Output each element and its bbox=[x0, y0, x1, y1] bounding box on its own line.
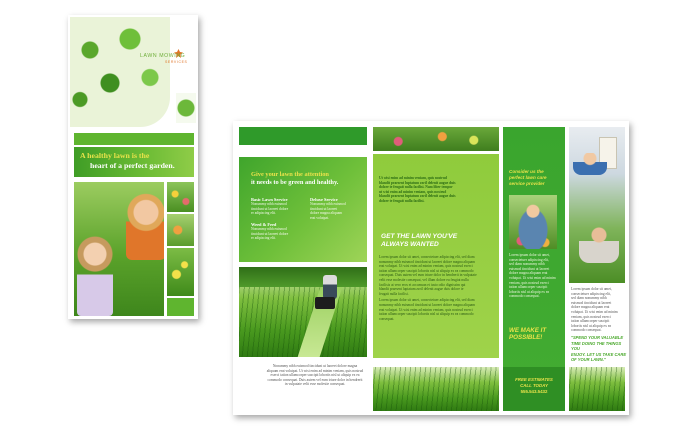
banner-heading-line-2: it needs to be green and healthy. bbox=[251, 179, 339, 186]
body-line: aliquam erat volutpat. Ut wisi enim ad minim veniam, quis nostrud bbox=[266, 368, 364, 373]
mower-operator bbox=[323, 275, 337, 299]
body-line: blandit praesent luptatum zzril delenit augue duis bbox=[379, 180, 456, 185]
estimates-line-1: FREE ESTIMATES bbox=[515, 377, 553, 382]
brochure-front-panel bbox=[68, 15, 198, 319]
customer-quote bbox=[571, 335, 629, 363]
service-title: Deluxe Service bbox=[310, 197, 338, 202]
body-line: ut wisi enim ad minim veniam, quis nostrud bbox=[379, 189, 447, 194]
service-line: er adipiscing elit. bbox=[251, 211, 276, 216]
body-line: tation ullamcorper suscipit lobortis nisl ut aliquip ex ea commodo bbox=[379, 312, 474, 317]
body-line: Nonummy nibh euismod tincidunt ut laoreet dolore magna bbox=[272, 364, 358, 368]
quote-line: TIME DOING THE THINGS YOU bbox=[571, 340, 622, 352]
service-description bbox=[310, 202, 365, 220]
body-line: sed diam nonummy nibh bbox=[509, 262, 545, 267]
body-line: dolore magna aliquam erat bbox=[509, 271, 548, 276]
right-heading-line-2: perfect lawn care bbox=[509, 175, 547, 180]
father-figure bbox=[579, 223, 619, 263]
body-line: velit esse molestie consequat, vel illum dolore eu feugiat nulla bbox=[379, 277, 469, 282]
body-line: dolore te feugait nulla facilisi. Nam liber tempor bbox=[379, 185, 453, 190]
mother-child-photo bbox=[74, 182, 164, 316]
headline-line-1: GET THE LAWN YOU'VE bbox=[381, 233, 458, 240]
grass-photo-right bbox=[569, 367, 625, 411]
body-line: Lorem ipsum dolor sit amet, consectetuer adipiscing elit, sed diam bbox=[379, 255, 475, 259]
body-line: erat volutpat. Ut wisi enim ad minim veniam, quis nostrud exerci bbox=[379, 264, 473, 269]
bottom-left-text bbox=[261, 364, 369, 387]
estimates-phone: 555.543.5432 bbox=[520, 389, 548, 394]
service-line: erat volutpat. bbox=[310, 215, 329, 220]
logo-title: LAWN MOWING bbox=[140, 53, 186, 59]
body-line: Lorem ipsum dolor sit amet, bbox=[509, 253, 550, 257]
estimates-line-2: CALL TODAY bbox=[520, 383, 548, 388]
quote-line: ENJOY. LET US TAKE CARE bbox=[571, 351, 627, 357]
make-it-possible-line-1: WE MAKE IT bbox=[509, 327, 547, 334]
tagline-line-2: heart of a perfect garden. bbox=[90, 161, 175, 170]
service-line: Nonummy nibh euismod bbox=[251, 227, 287, 231]
body-line: consectetuer adipiscing elit, bbox=[509, 257, 550, 262]
tree-foliage-image-right bbox=[176, 93, 196, 123]
body-line: Lorem ipsum dolor sit amet, bbox=[571, 287, 612, 291]
header-band bbox=[74, 133, 194, 145]
body-line: Ut wisi enim ad minim veniam, quis nostrud bbox=[379, 176, 447, 180]
body-line: nonummy nibh euismod tincidunt ut laoreet dolore magna aliquam bbox=[379, 302, 476, 307]
body-line: tation ullamcorper suscipit lobortis nisl ut aliquip ex ea commodo bbox=[379, 268, 474, 273]
service-title: Basic Lawn Service bbox=[251, 197, 288, 202]
body-line: blandit praesent luptatum zzril delenit augue duis bbox=[379, 194, 456, 199]
flowers-photo-3 bbox=[167, 248, 194, 296]
body-line: blandit praesent luptatum zzril delenit augue duis dolore te bbox=[379, 287, 464, 292]
body-line: sed diam nonummy nibh bbox=[571, 296, 607, 301]
gardener-photo bbox=[509, 195, 557, 249]
body-line: consectetuer adipiscing elit, bbox=[571, 291, 612, 296]
child-lifted bbox=[573, 153, 607, 175]
service-line: er adipiscing elit. bbox=[251, 236, 276, 241]
service-description bbox=[251, 227, 306, 241]
flowers-photo-1 bbox=[167, 182, 194, 212]
tree-foliage-image bbox=[70, 17, 170, 127]
right-body-text bbox=[509, 253, 565, 299]
service-weed-feed bbox=[251, 222, 306, 241]
headline-line-2: ALWAYS WANTED bbox=[381, 241, 439, 248]
body-line: commodo consequat. bbox=[571, 328, 602, 333]
body-line: dolore magna aliquam erat bbox=[571, 305, 610, 310]
body-line: tation ullamcorper suscipit bbox=[509, 285, 548, 290]
tagline-line-1: A healthy lawn is the bbox=[80, 151, 150, 160]
mother-figure bbox=[126, 190, 164, 260]
body-line: volutpat. Ut wisi enim ad minim bbox=[509, 275, 556, 280]
child-figure bbox=[77, 230, 113, 316]
body-line: commodo consequat. Duis autem vel eum iriure dolor in hendrerit bbox=[267, 377, 363, 382]
flowers-photo-2 bbox=[167, 214, 194, 246]
father-child-photo bbox=[569, 127, 625, 283]
service-basic bbox=[251, 197, 306, 216]
body-line: nonummy nibh euismod tincidunt ut laoreet dolore magna aliquam bbox=[379, 259, 476, 264]
body-line: volutpat. Ut wisi enim ad minim bbox=[571, 309, 618, 314]
left-top-green-block bbox=[239, 127, 367, 145]
body-line: in vulputate velit esse molestie consequat. bbox=[284, 382, 346, 387]
body-line: lobortis nisl ut aliquip ex ea bbox=[509, 289, 550, 294]
middle-intro-text bbox=[379, 176, 497, 204]
body-line: lobortis nisl ut aliquip ex ea bbox=[571, 323, 612, 328]
garden-photo bbox=[373, 127, 499, 151]
quote-line: OF YOUR LAWN." bbox=[571, 357, 606, 363]
body-line: tation ullamcorper suscipit bbox=[571, 319, 610, 324]
body-line: veniam, quis nostrud exerci bbox=[571, 314, 611, 319]
brochure-inside-spread bbox=[233, 121, 629, 415]
make-it-possible-line-2: POSSIBLE! bbox=[509, 334, 543, 341]
quote-line: "SPEND YOUR VALUABLE bbox=[571, 335, 624, 340]
body-line: consequat. Duis autem vel eum iriure dolor in hendrerit in vulputate bbox=[379, 273, 477, 278]
right-heading-line-3: service provider bbox=[509, 181, 545, 186]
body-line: feugait nulla facilisi. bbox=[379, 291, 409, 296]
mower bbox=[315, 297, 335, 309]
service-title: Weed & Feed bbox=[251, 222, 277, 227]
body-line: euismod tincidunt ut laoreet bbox=[571, 300, 612, 305]
body-line: commodo consequat. bbox=[509, 294, 540, 299]
banner-heading-line-1: Give your lawn the attention bbox=[251, 171, 329, 178]
body-line: Lorem ipsum dolor sit amet, consectetuer adipiscing elit, sed diam bbox=[379, 298, 475, 303]
hedge bbox=[239, 267, 367, 287]
service-line: tincidunt ut laoreet dolore bbox=[251, 231, 289, 236]
service-line: dolore magna aliquam bbox=[310, 211, 343, 216]
middle-body-text bbox=[379, 255, 497, 321]
far-right-text bbox=[571, 287, 627, 333]
service-deluxe bbox=[310, 197, 365, 220]
body-line: exerci tation ullamcorper suscipit lobortis nisl ut aliquip ex ea bbox=[270, 373, 360, 378]
front-color-block bbox=[167, 298, 194, 316]
service-line: Nonummy nibh euismod bbox=[251, 202, 287, 206]
service-line: Nonummy nibh euismod bbox=[310, 202, 346, 206]
grass-photo-middle bbox=[373, 367, 499, 411]
body-line: dolore te feugait nulla facilisi. bbox=[379, 198, 425, 203]
service-line: tincidunt ut laoreet bbox=[310, 206, 338, 211]
body-line: facilisis at vero eros et accumsan et iusto odio dignissim qui bbox=[379, 282, 466, 287]
lawn-mower-photo bbox=[239, 267, 367, 357]
body-line: veniam, quis nostrud exerci bbox=[509, 280, 549, 285]
logo-subtitle: SERVICES bbox=[165, 60, 188, 64]
body-line: consequat. bbox=[379, 316, 395, 321]
service-description bbox=[251, 202, 306, 216]
body-line: erat volutpat. Ut wisi enim ad minim veniam, quis nostrud exerci bbox=[379, 307, 473, 312]
body-line: euismod tincidunt ut laoreet bbox=[509, 266, 550, 271]
right-heading-line-1: Consider us the bbox=[509, 169, 544, 174]
service-line: tincidunt ut laoreet dolore bbox=[251, 206, 289, 211]
